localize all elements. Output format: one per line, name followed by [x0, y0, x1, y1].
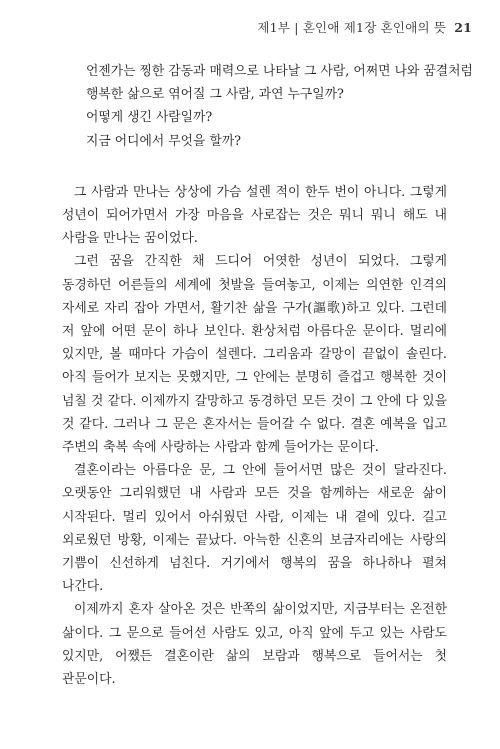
running-header: [257, 18, 472, 36]
running-title: 제1부 | 혼인애 제1장 혼인애의 뜻: [257, 20, 447, 35]
page-body: [62, 60, 473, 691]
opening-stanza: [62, 60, 473, 153]
stanza-line: 언젠가는 찡한 감동과 매력으로 나타날 그 사람, 어쩌면 나와 꿈결처럼: [86, 64, 473, 79]
stanza-line: 행복한 삶으로 엮어질 그 사람, 과연 누구일까?: [86, 87, 344, 103]
body-paragraph: 이제까지 혼자 살아온 것은 반쪽의 삶이었지만, 지금부터는 온전한 삶이다. 그 문으로 들어선 사람도 있고, 아직 앞에 두고 있는 사람도 있지만, 어쨌든 결혼이란 삶의 보람과 행복으로 들어서는 첫 관문이다.: [62, 602, 447, 688]
stanza-line: 지금 어디에서 무엇을 할까?: [86, 133, 242, 149]
body-paragraph: 그 사람과 만나는 상상에 가슴 설렌 적이 한두 번이 아니다. 그렇게 성년이 되어가면서 가장 마음을 사로잡는 것은 뭐니 뭐니 해도 내 사람을 만나는 꿈이었다.: [62, 184, 447, 247]
stanza-line: 어떻게 생긴 사람일까?: [86, 110, 213, 126]
body-paragraph: 그런 꿈을 간직한 채 드디어 어엿한 성년이 되었다. 그렇게 동경하던 어른들의 세계에 첫발을 들여놓고, 이제는 의연한 인격의 자세로 자리 잡아 가면서, 활기찬 삶을 구가(謳歌)하고 있다. 그런데 저 앞에 어떤 문이 하나 보인다. 환상처럼 아름다운 문이다. 멀리에 있지만, 볼 때마다 가슴이 설렌다. 그리움과 갈망이 끝없이 솔린다. 아직 들어가 보지는 못했지만, 그 안에는 분명히 즐겁고 행복한 것이 넘칠 것 같다. 이제까지 갈망하고 동경하던 모든 것이 그 안에 다 있을 것 같다. 그러나 그 문은 혼자서는 들어갈 수 없다. 결혼 예복을 입고 주변의 축복 속에 사랑하는 사람과 함께 들어가는 문이다.: [62, 254, 447, 456]
page-number: 21: [454, 20, 472, 35]
body-paragraph: 결혼이라는 아름다운 문, 그 안에 들어서면 많은 것이 달라진다. 오랫동안 그리워했던 내 사람과 모든 것을 함께하는 새로운 삶이 시작된다. 멀리 있어서 아쉬웠던 사람, 이제는 내 곁에 있다. 길고 외로웠던 방황, 이제는 끝났다. 아늑한 신혼의 보금자리에는 사랑의 기쁨이 신선하게 넘친다. 거기에서 행복의 꿈을 하나하나 펼쳐 나간다.: [62, 463, 447, 595]
